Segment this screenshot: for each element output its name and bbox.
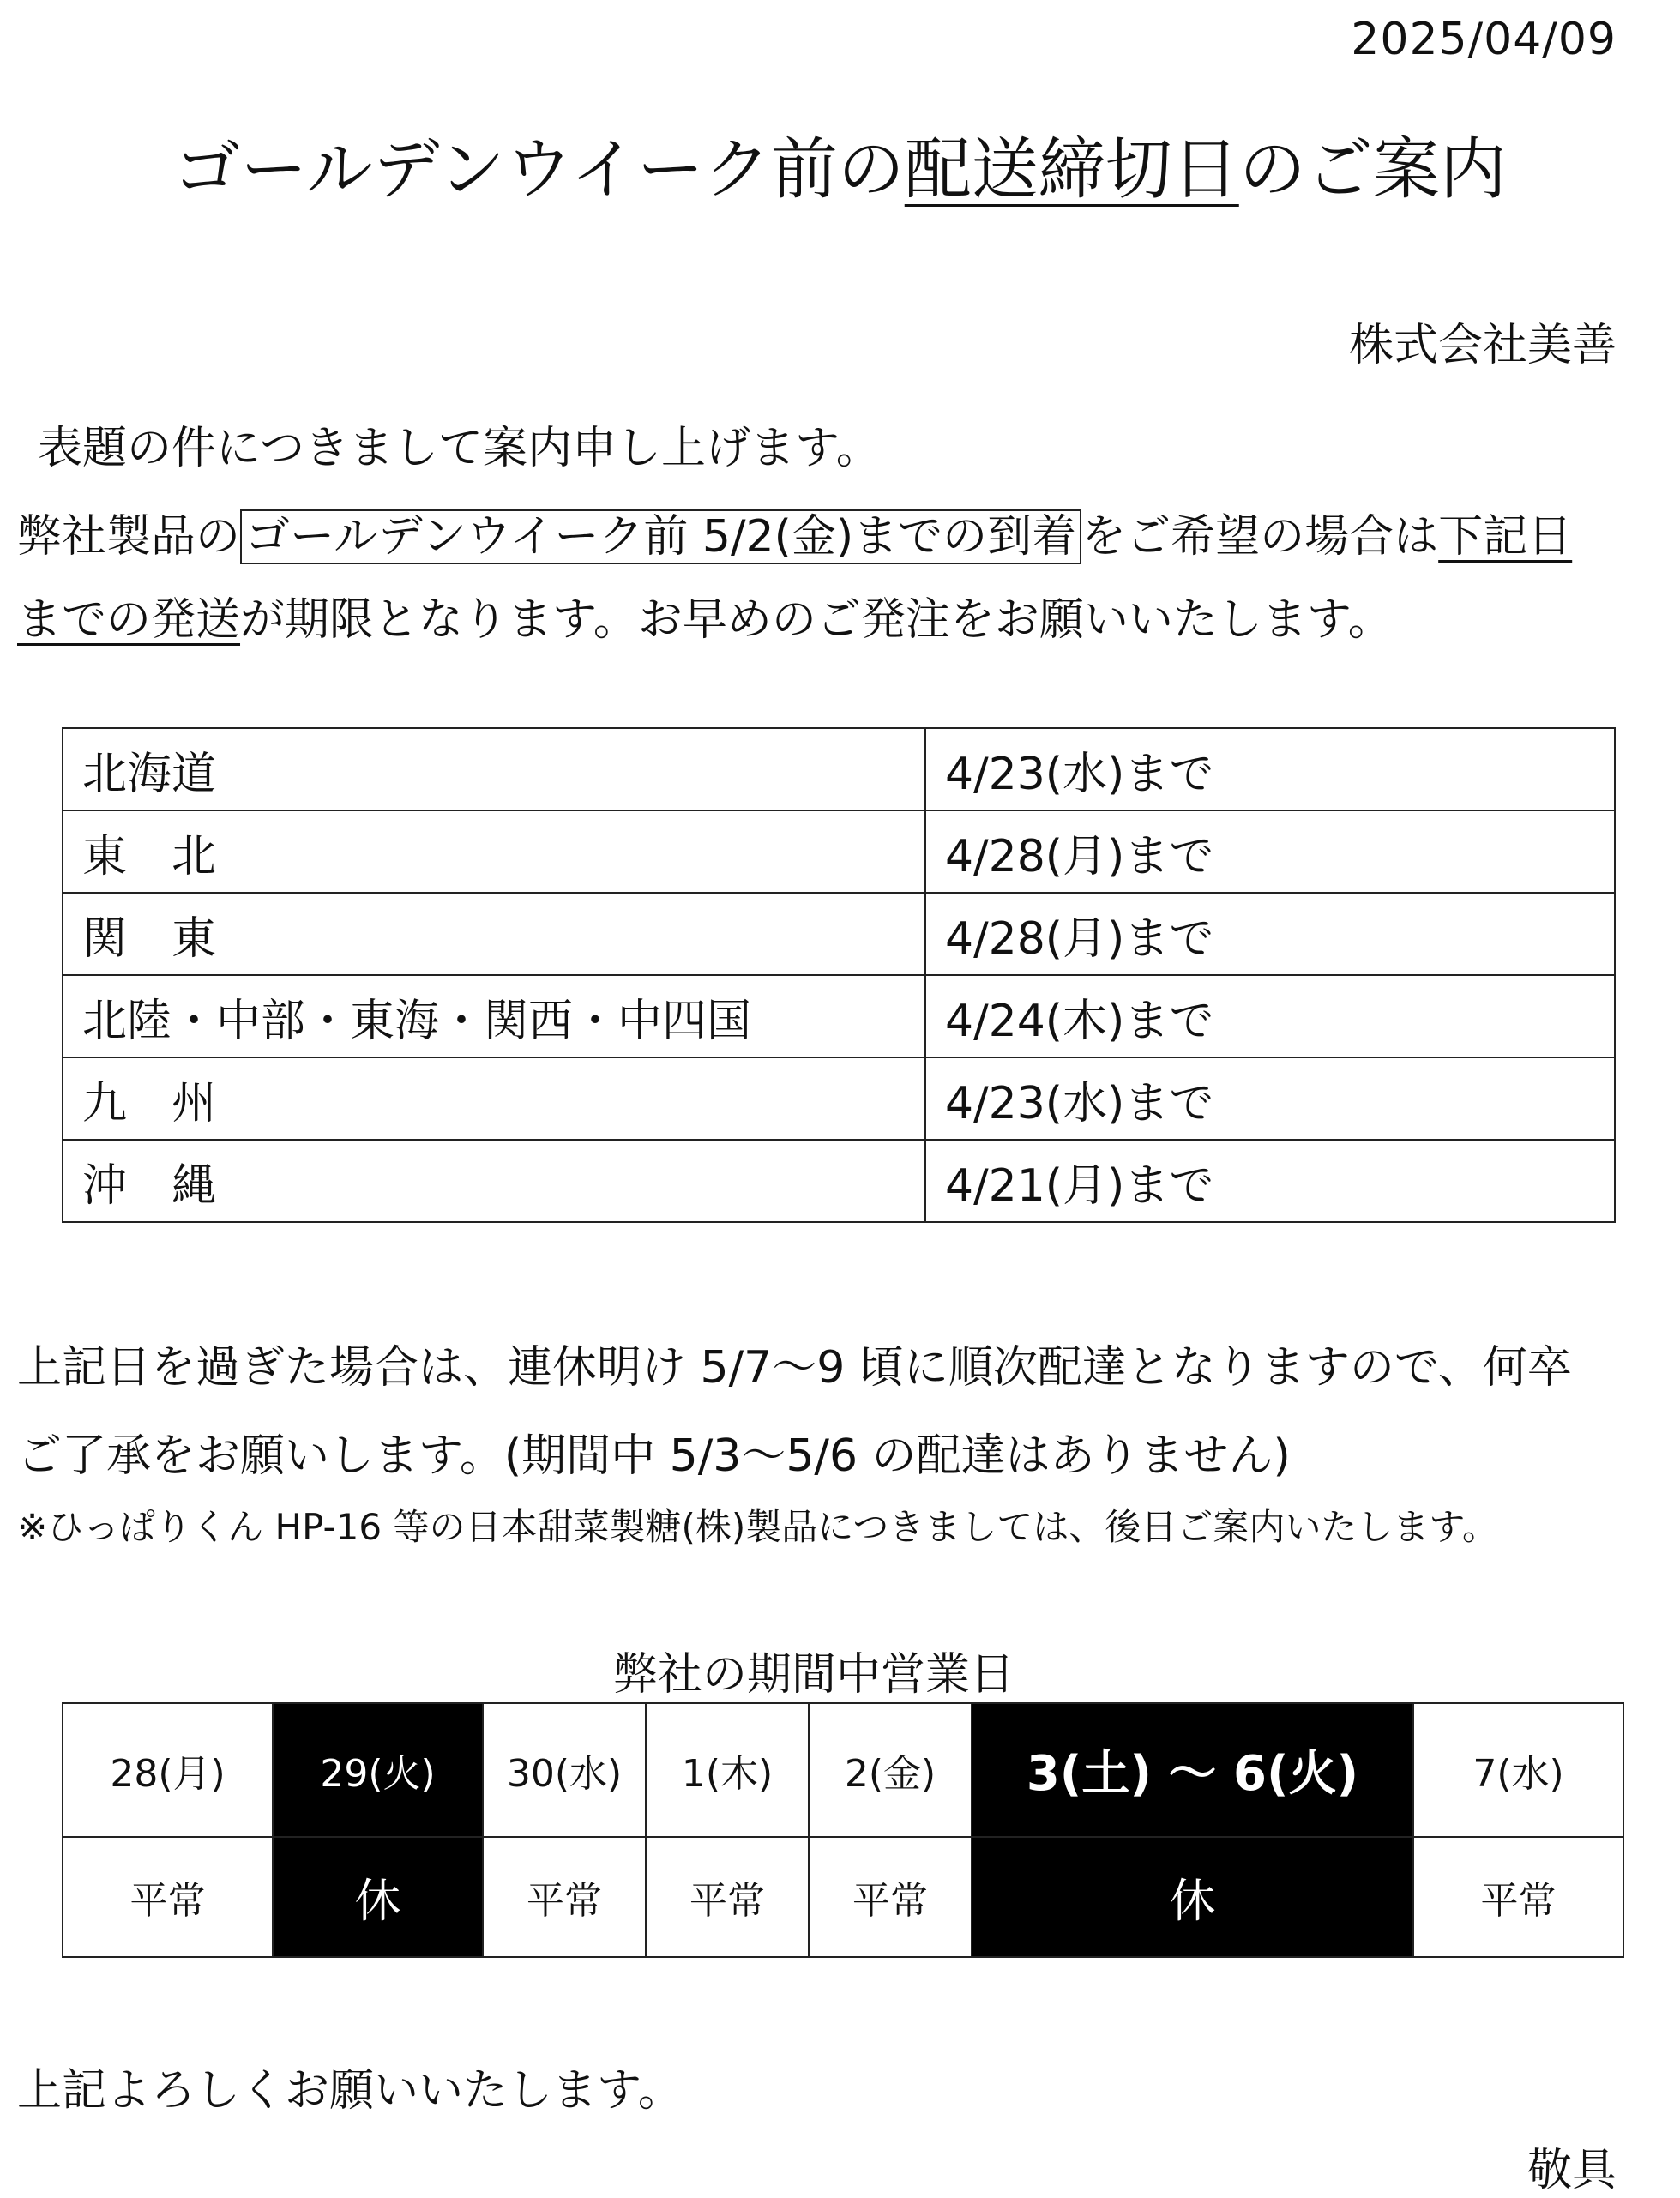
calendar-day: 1(木) [646,1703,809,1837]
table-row [63,1057,1615,1140]
closing-text: 上記よろしくお願いいたします。 [17,2065,683,2117]
title-underlined: 配送締切日 [904,131,1239,208]
title-pre: ゴールデンウイーク前の [173,131,905,208]
body-l2-underlined: 下記日 [1438,511,1573,563]
footnote: ※ひっぱりくん HP-16 等の日本甜菜製糖(株)製品につきましては、後日ご案内いたします。 [17,1506,1499,1548]
body-line-3 [17,583,1393,647]
region-cell: 関 東 [63,893,925,975]
calendar-status-closed: 休 [273,1837,483,1957]
after-text-line-2: ご了承をお願いします。(期間中 5/3～5/6 の配達はありません) [17,1430,1291,1482]
calendar-status: 平常 [809,1837,972,1957]
after-text-line-1: 上記日を過ぎた場合は、連休明け 5/7～9 頃に順次配達となりますので、何卒 [17,1342,1572,1394]
calendar-day-closed: 3(土) ～ 6(火) [972,1703,1413,1837]
body-l3-post: が期限となります。お早めのご発注をお願いいたします。 [240,594,1393,646]
region-cell: 東 北 [63,810,925,893]
body-l2-mid: をご希望の場合は [1081,511,1439,563]
intro-text: 表題の件につきまして案内申し上げます。 [38,423,881,474]
region-cell: 九 州 [63,1057,925,1140]
table-row [63,728,1615,810]
deadline-cell: 4/28(月)まで [925,810,1615,893]
deadline-cell: 4/24(木)まで [925,975,1615,1057]
company-name: 株式会社美善 [1348,320,1617,371]
region-cell: 北海道 [63,728,925,810]
calendar-status: 平常 [63,1837,273,1957]
table-row [63,893,1615,975]
region-cell: 北陸・中部・東海・関西・中四国 [63,975,925,1057]
business-calendar [62,1702,1624,1958]
table-row [63,810,1615,893]
calendar-status: 平常 [646,1837,809,1957]
calendar-status: 平常 [483,1837,646,1957]
calendar-day: 28(月) [63,1703,273,1837]
body-l2-pre: 弊社製品の [17,511,241,563]
deadline-table [62,727,1616,1223]
table-row [63,975,1615,1057]
body-l2-boxed: ゴールデンウイーク前 5/2(金)までの到着 [240,509,1081,564]
calendar-status: 平常 [1413,1837,1623,1957]
region-cell: 沖 縄 [63,1140,925,1222]
calendar-day: 7(水) [1413,1703,1623,1837]
calendar-day-closed: 29(火) [273,1703,483,1837]
sign-off: 敬具 [1526,2145,1617,2196]
deadline-cell: 4/28(月)まで [925,893,1615,975]
calendar-day: 2(金) [809,1703,972,1837]
calendar-status-row [63,1837,1623,1957]
document-date: 2025/04/09 [1351,14,1617,65]
title-post: のご案内 [1238,131,1507,208]
body-line-2 [17,500,1572,564]
calendar-caption: 弊社の期間中営業日 [612,1649,1015,1701]
calendar-days-row [63,1703,1623,1837]
table-row [63,1140,1615,1222]
calendar-status-closed: 休 [972,1837,1413,1957]
deadline-cell: 4/23(水)まで [925,1057,1615,1140]
body-l3-underlined: までの発送 [17,594,241,646]
deadline-cell: 4/21(月)まで [925,1140,1615,1222]
calendar-day: 30(水) [483,1703,646,1837]
deadline-cell: 4/23(水)まで [925,728,1615,810]
page-title [0,116,1680,212]
